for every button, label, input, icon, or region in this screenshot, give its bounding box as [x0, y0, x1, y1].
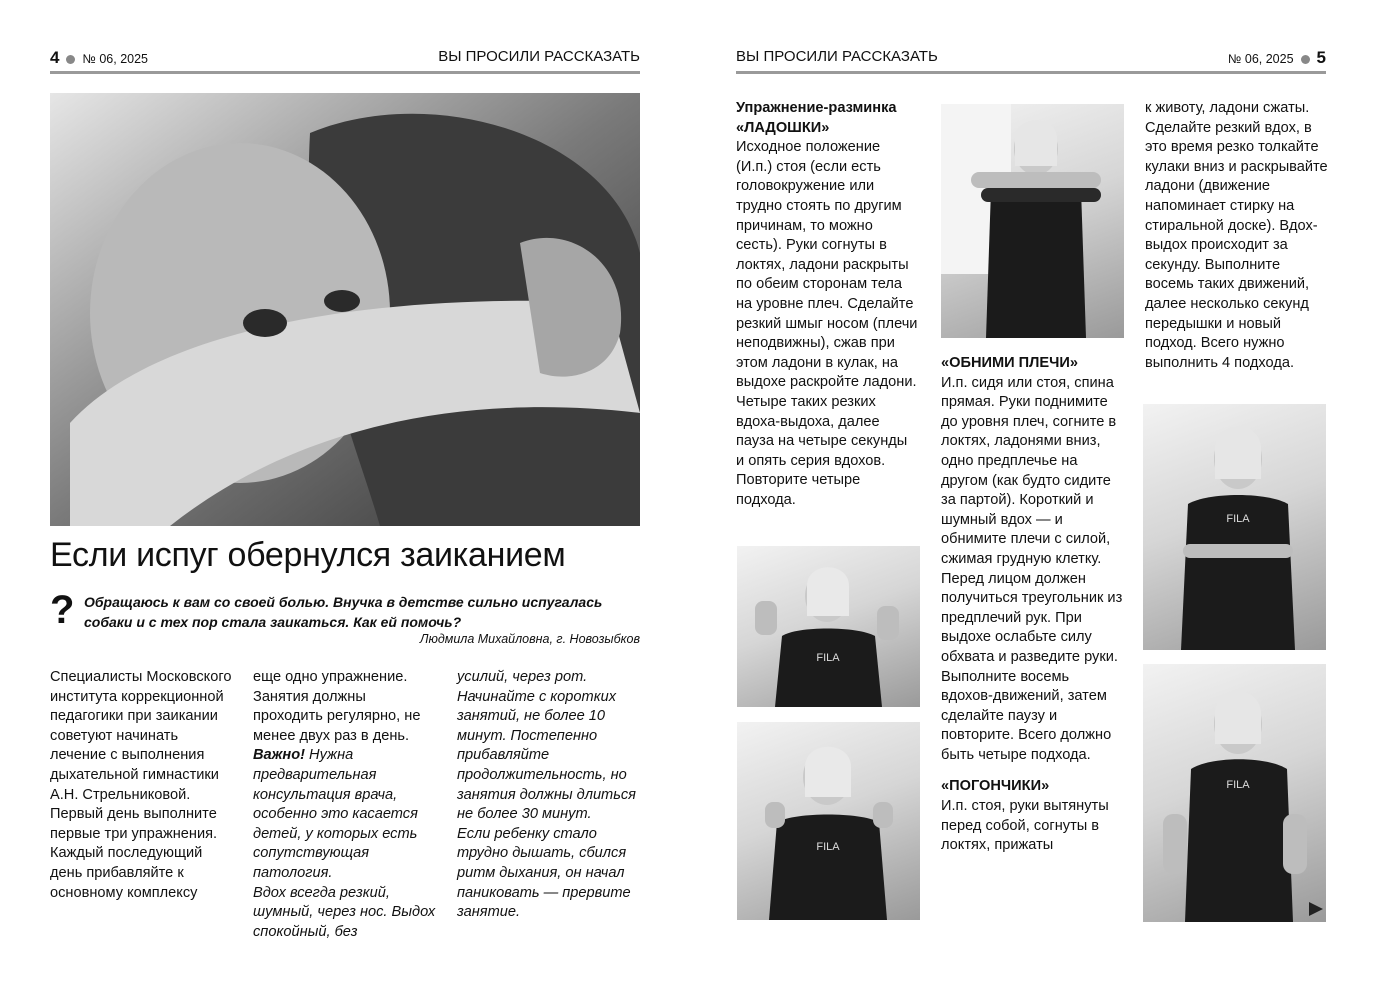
paragraph: Нужна предварительная консультация врача, особенно это касается детей, у которых есть сопутствующая патология.	[253, 747, 418, 881]
exercise-photo-palms-open	[737, 546, 920, 707]
header-rule-left	[50, 71, 640, 74]
exercise-column-2	[941, 354, 1124, 856]
bullet-icon	[1301, 55, 1310, 64]
issue-number-right: № 06, 2025	[1227, 52, 1294, 66]
bullet-icon	[66, 55, 75, 64]
shirt-logo-text: FILA	[816, 841, 840, 853]
right-header	[1180, 48, 1326, 68]
reader-question: Обращаюсь к вам со своей болью. Внучка в детстве сильно испугалась собаки и с тех пор стала заикаться. Как ей помочь?	[84, 594, 603, 630]
article-column-3	[457, 668, 640, 923]
continue-arrow-icon	[1309, 902, 1323, 916]
exercise-text: к животу, ладони сжаты. Сделайте резкий вдох, в это время резко толкайте кулаки вниз и раскрывайте ладони (движение напоминает стирку на стиральной доске). Вдох-выдох происходит за секунду. Выполните восемь таких движений, далее несколько секунд передышки и новый подход. Всего нужно выполнить 4 подхода.	[1145, 100, 1328, 371]
paragraph: Специалисты Московского института коррекционной педагогики при заикании советуют начинать лечение с выполнения дыхательной гимнастики А.Н. Стрельниковой. Первый день выполните первые три упражнения. Каждый последующий день прибавляйте к основному комплексу	[50, 669, 232, 901]
shirt-logo-text: FILA	[1226, 513, 1250, 525]
shirt-logo-text: FILA	[1226, 779, 1250, 791]
paragraph: Вдох всегда резкий, шумный, через нос. Выдох спокойный, без	[253, 884, 436, 940]
page-number-left: 4	[50, 48, 60, 67]
exercise-title: «ОБНИМИ ПЛЕЧИ»	[941, 355, 1079, 371]
article-column-1	[50, 668, 235, 903]
section-title-left: ВЫ ПРОСИЛИ РАССКАЗАТЬ	[438, 48, 640, 65]
header-rule-right	[736, 71, 1326, 74]
paragraph: Если ребенку стало трудно дышать, сбился ритм дыхания, он начал паниковать — прервите занятие.	[457, 825, 631, 921]
exercise-photo-pogonchiki-push	[1143, 664, 1326, 922]
issue-number-left: № 06, 2025	[82, 52, 149, 66]
exercise-photo-hug-shoulders	[941, 104, 1124, 338]
exercise-column-1	[736, 99, 918, 510]
exercise-title: «ПОГОНЧИКИ»	[941, 778, 1050, 795]
section-title-right: ВЫ ПРОСИЛИ РАССКАЗАТЬ	[736, 48, 938, 65]
exercise-column-3	[1145, 99, 1328, 373]
exercise-photo-pogonchiki-start	[1143, 404, 1326, 650]
exercise-text: И.п. сидя или стоя, спина прямая. Руки поднимите до уровня плеч, согните в локтях, ладонями вниз, одно предплечье на другом (как будто сидите за партой). Короткий и шумный вдох — и обнимите плечи с силой, сжимая грудную клетку. Перед лицом должен получиться треугольник из предплечий рук. При выдохе ослабьте силу обхвата и разведите руки. Выполните восемь вдохов-движений, затем сделайте паузу и повторите. Всего должно быть четыре подхода.	[941, 374, 1123, 763]
article-title: Если испуг обернулся заиканием	[50, 536, 566, 574]
reader-signature: Людмила Михайловна, г. Новозыбков	[419, 632, 640, 646]
exercise-text: Исходное положение (И.п.) стоя (если есть головокружение или трудно стоять по другим причинам, то можно сесть). Руки согнуты в локтях, ладони раскрыты по обеим сторонам тела на уровне плеч. Сделайте резкий шмыг носом (плечи неподвижны), сжав при этом ладони в кулак, на выдохе раскройте ладони. Четыре таких резких вдоха-выдоха, далее пауза на четыре секунды и опять серия вдохов. Повторите четыре подхода.	[736, 139, 918, 508]
question-mark-icon: ?	[50, 588, 75, 632]
exercise-title: Упражнение-разминка «ЛАДОШКИ»	[736, 100, 897, 136]
exercise-text: И.п. стоя, руки вытянуты перед собой, согнуты в локтях, прижаты	[941, 798, 1109, 854]
exercise-photo-fists	[737, 722, 920, 920]
paragraph: усилий, через рот. Начинайте с коротких занятий, не более 10 минут. Постепенно прибавляйте продолжительность, но занятия должны длиться не более 30 минут.	[457, 669, 636, 823]
shirt-logo-text: FILA	[816, 652, 840, 664]
important-label: Важно!	[253, 747, 305, 764]
page-number-right: 5	[1316, 48, 1326, 67]
paragraph: еще одно упражнение. Занятия должны проходить регулярно, не менее двух раз в день.	[253, 669, 421, 744]
left-header	[50, 48, 148, 68]
article-column-2	[253, 668, 438, 942]
hero-photo-hug	[50, 93, 640, 526]
